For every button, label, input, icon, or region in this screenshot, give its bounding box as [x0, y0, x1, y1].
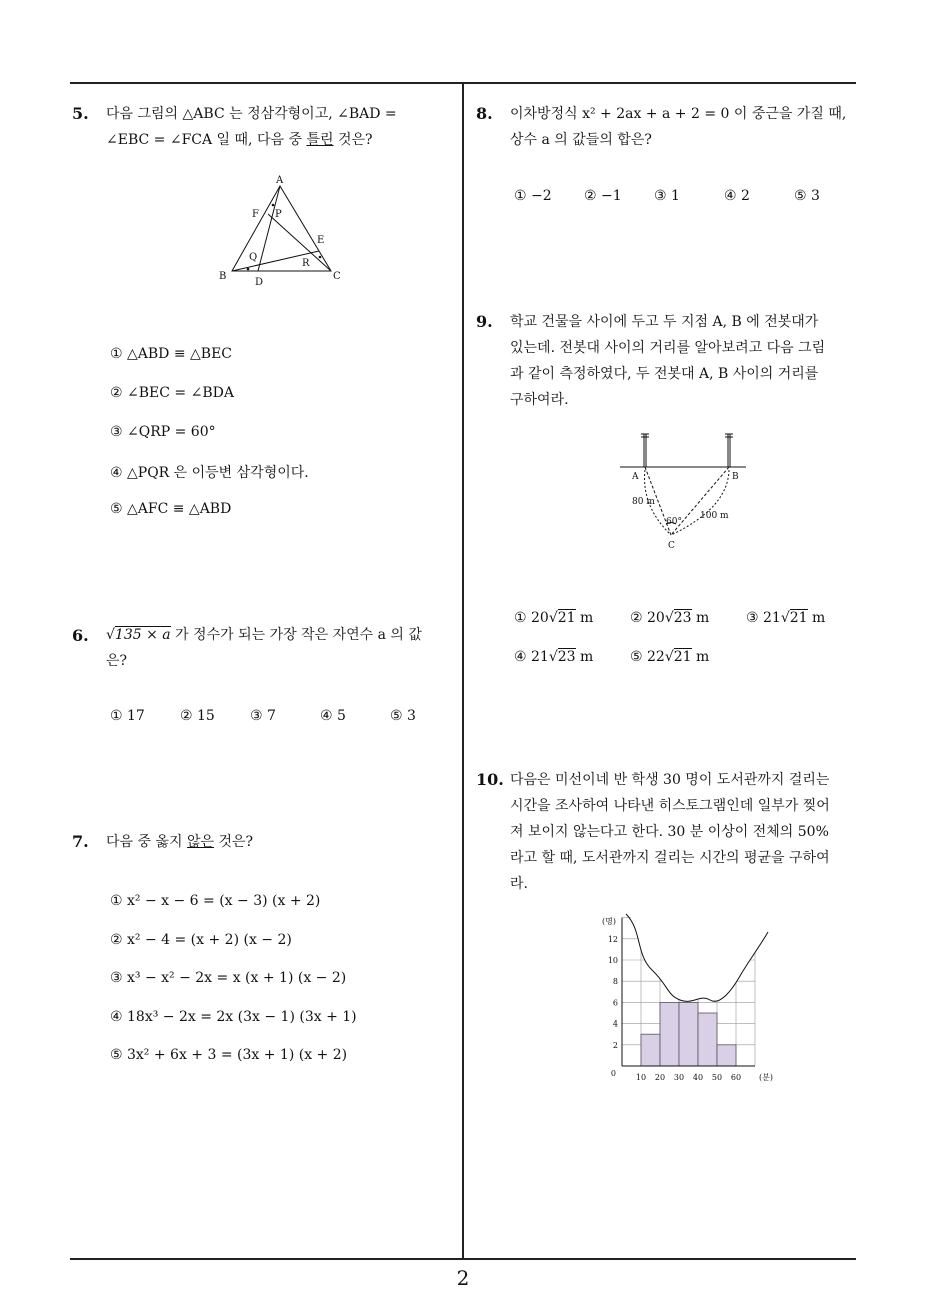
x-tick-label: 40 — [692, 1073, 704, 1082]
x-tick-label: 60 — [730, 1073, 742, 1082]
q9-option-unit: m — [691, 610, 710, 626]
q10-line1: 다음은 미선이네 반 학생 30 명이 도서관까지 걸리는 — [510, 772, 830, 788]
q7-option-4[interactable]: ④ 18x³ − 2x = 2x (3x − 1) (3x + 1) — [110, 1009, 357, 1025]
q8-option-2[interactable]: ② −1 — [584, 188, 622, 204]
q9-option-coef: ② 20 — [630, 610, 665, 626]
q6-option-1[interactable]: ① 17 — [110, 708, 145, 724]
q5-option-5[interactable]: ⑤ △AFC ≡ △ABD — [110, 501, 232, 517]
histogram-bar — [698, 1013, 717, 1066]
q9-number: 9. — [476, 312, 493, 331]
torn-area — [626, 910, 768, 1001]
sqrt-sign: √ — [106, 627, 115, 643]
q8-option-1[interactable]: ① −2 — [514, 188, 552, 204]
q6-line2: 은? — [106, 653, 128, 669]
y-tick-label: 4 — [612, 1019, 618, 1029]
q9-line1: 학교 건물을 사이에 두고 두 지점 A, B 에 전봇대가 — [510, 314, 819, 330]
q9-option-coef: ④ 21 — [514, 649, 549, 665]
q5-underlined-word: 틀린 — [306, 132, 334, 148]
q6-option-2[interactable]: ② 15 — [180, 708, 215, 724]
q5-triangle-figure — [212, 172, 352, 290]
q9-line4: 구하여라. — [510, 392, 569, 408]
sqrt-sign: √ — [780, 610, 790, 626]
q5-line2-post: 것은? — [333, 132, 373, 148]
q5-option-2[interactable]: ② ∠BEC = ∠BDA — [110, 385, 234, 401]
q6-radicand: 135 × a — [114, 627, 171, 643]
q9-option-unit: m — [807, 610, 826, 626]
q8-option-3[interactable]: ③ 1 — [654, 188, 680, 204]
y-axis-label: (명) — [602, 917, 616, 926]
q9-option-radicand: 21 — [673, 649, 692, 665]
q7-option-5[interactable]: ⑤ 3x² + 6x + 3 = (3x + 1) (x + 2) — [110, 1047, 348, 1063]
q8-option-5[interactable]: ⑤ 3 — [794, 188, 820, 204]
q9-option-radicand: 21 — [557, 610, 576, 626]
q9-option-radicand: 23 — [557, 649, 576, 665]
page-number: 2 — [456, 1266, 470, 1290]
q9-label-C: C — [668, 541, 675, 551]
q5-label-Q: Q — [249, 252, 258, 263]
q9-option-5[interactable] — [630, 649, 709, 665]
q7-option-3[interactable]: ③ x³ − x² − 2x = x (x + 1) (x − 2) — [110, 970, 347, 986]
q9-option-2[interactable] — [630, 610, 709, 626]
q9-option-coef: ⑤ 22 — [630, 649, 665, 665]
q9-option-1[interactable] — [514, 610, 593, 626]
q5-label-E: E — [317, 235, 325, 246]
q5-line2 — [106, 127, 456, 153]
q9-option-3[interactable] — [746, 610, 825, 626]
q9-option-radicand: 21 — [789, 610, 808, 626]
q7-underlined-word: 않은 — [186, 834, 215, 850]
x-axis-label: (분) — [759, 1073, 773, 1082]
q5-text — [106, 101, 456, 153]
sqrt-sign: √ — [664, 610, 674, 626]
q5-option-1[interactable]: ① △ABD ≡ △BEC — [110, 346, 233, 362]
q9-option-unit: m — [575, 649, 594, 665]
q10-histogram — [590, 910, 776, 1086]
q9-pole-figure — [616, 426, 750, 556]
q10-text — [510, 767, 860, 897]
bottom-rule — [70, 1258, 856, 1260]
q5-line2-pre: ∠EBC = ∠FCA 일 때, 다음 중 — [106, 132, 307, 148]
x-tick-label: 20 — [654, 1073, 666, 1082]
y-tick-label: 6 — [612, 998, 618, 1008]
x-tick-label: 0 — [610, 1069, 616, 1078]
q9-text — [510, 309, 860, 413]
q5-label-C: C — [333, 271, 341, 282]
sqrt-sign: √ — [548, 610, 558, 626]
q7-text — [106, 829, 456, 855]
q7-number: 7. — [72, 832, 89, 851]
y-tick-label: 8 — [612, 977, 618, 987]
q5-label-B: B — [219, 271, 227, 282]
q5-label-A: A — [276, 175, 284, 186]
q9-option-4[interactable] — [514, 649, 593, 665]
q6-option-5[interactable]: ⑤ 3 — [390, 708, 416, 724]
q8-text — [510, 101, 860, 153]
histogram-bar — [717, 1045, 736, 1066]
q9-label-angle: 60° — [666, 517, 682, 527]
q9-option-unit: m — [691, 649, 710, 665]
q7-text-pre: 다음 중 옳지 — [106, 834, 187, 850]
q9-option-coef: ③ 21 — [746, 610, 781, 626]
x-tick-label: 10 — [635, 1073, 647, 1082]
y-tick-label: 10 — [607, 956, 618, 965]
q9-label-B: B — [732, 472, 739, 482]
column-divider — [462, 82, 464, 1259]
x-tick-label: 50 — [711, 1073, 723, 1082]
q7-text-post: 것은? — [214, 834, 254, 850]
histogram-bar — [641, 1034, 660, 1066]
x-tick-label: 30 — [673, 1073, 685, 1082]
q6-number: 6. — [72, 626, 89, 645]
q6-option-4[interactable]: ④ 5 — [320, 708, 346, 724]
sqrt-sign: √ — [548, 649, 558, 665]
q6-line1 — [106, 622, 456, 648]
q6-text — [106, 622, 456, 674]
q9-option-coef: ① 20 — [514, 610, 549, 626]
q5-label-P: P — [275, 209, 282, 220]
q5-label-R: R — [302, 258, 310, 269]
y-tick-label: 2 — [612, 1040, 618, 1050]
q9-line3: 과 같이 측정하였다, 두 전봇대 A, B 사이의 거리를 — [510, 366, 819, 382]
q5-number: 5. — [72, 104, 89, 123]
q5-option-3[interactable]: ③ ∠QRP = 60° — [110, 424, 216, 440]
y-tick-label: 12 — [607, 934, 618, 944]
q9-label-A: A — [632, 472, 639, 482]
q9-option-radicand: 23 — [673, 610, 692, 626]
q9-option-unit: m — [575, 610, 594, 626]
q5-line1: 다음 그림의 △ABC 는 정삼각형이고, ∠BAD = — [106, 106, 397, 122]
q10-line5: 라. — [510, 876, 528, 892]
histogram-bar — [660, 1002, 679, 1066]
q6-option-3[interactable]: ③ 7 — [250, 708, 276, 724]
q10-number: 10. — [476, 770, 504, 789]
q7-option-1[interactable]: ① x² − x − 6 = (x − 3) (x + 2) — [110, 893, 321, 909]
q10-line3: 져 보이지 않는다고 한다. 30 분 이상이 전체의 50% — [510, 824, 829, 840]
q5-option-4[interactable]: ④ △PQR 은 이등변 삼각형이다. — [110, 465, 309, 481]
q8-line1: 이차방정식 x² + 2ax + a + 2 = 0 이 중근을 가질 때, — [510, 106, 847, 122]
q6-line1-post: 가 정수가 되는 가장 작은 자연수 a 의 값 — [170, 627, 422, 643]
q9-line2: 있는데. 전봇대 사이의 거리를 알아보려고 다음 그림 — [510, 340, 826, 356]
q5-label-D: D — [255, 277, 264, 288]
q8-option-4[interactable]: ④ 2 — [724, 188, 750, 204]
q8-number: 8. — [476, 104, 493, 123]
q5-label-F: F — [252, 209, 259, 220]
q10-line2: 시간을 조사하여 나타낸 히스토그램인데 일부가 찢어 — [510, 798, 830, 814]
q7-option-2[interactable]: ② x² − 4 = (x + 2) (x − 2) — [110, 932, 292, 948]
q9-label-ac: 80 m — [632, 497, 655, 507]
q8-line2: 상수 a 의 값들의 합은? — [510, 132, 652, 148]
q9-label-bc: 100 m — [700, 511, 729, 521]
q10-line4: 라고 할 때, 도서관까지 걸리는 시간의 평균을 구하여 — [510, 850, 830, 866]
histogram-bar — [679, 1002, 698, 1066]
sqrt-sign: √ — [664, 649, 674, 665]
